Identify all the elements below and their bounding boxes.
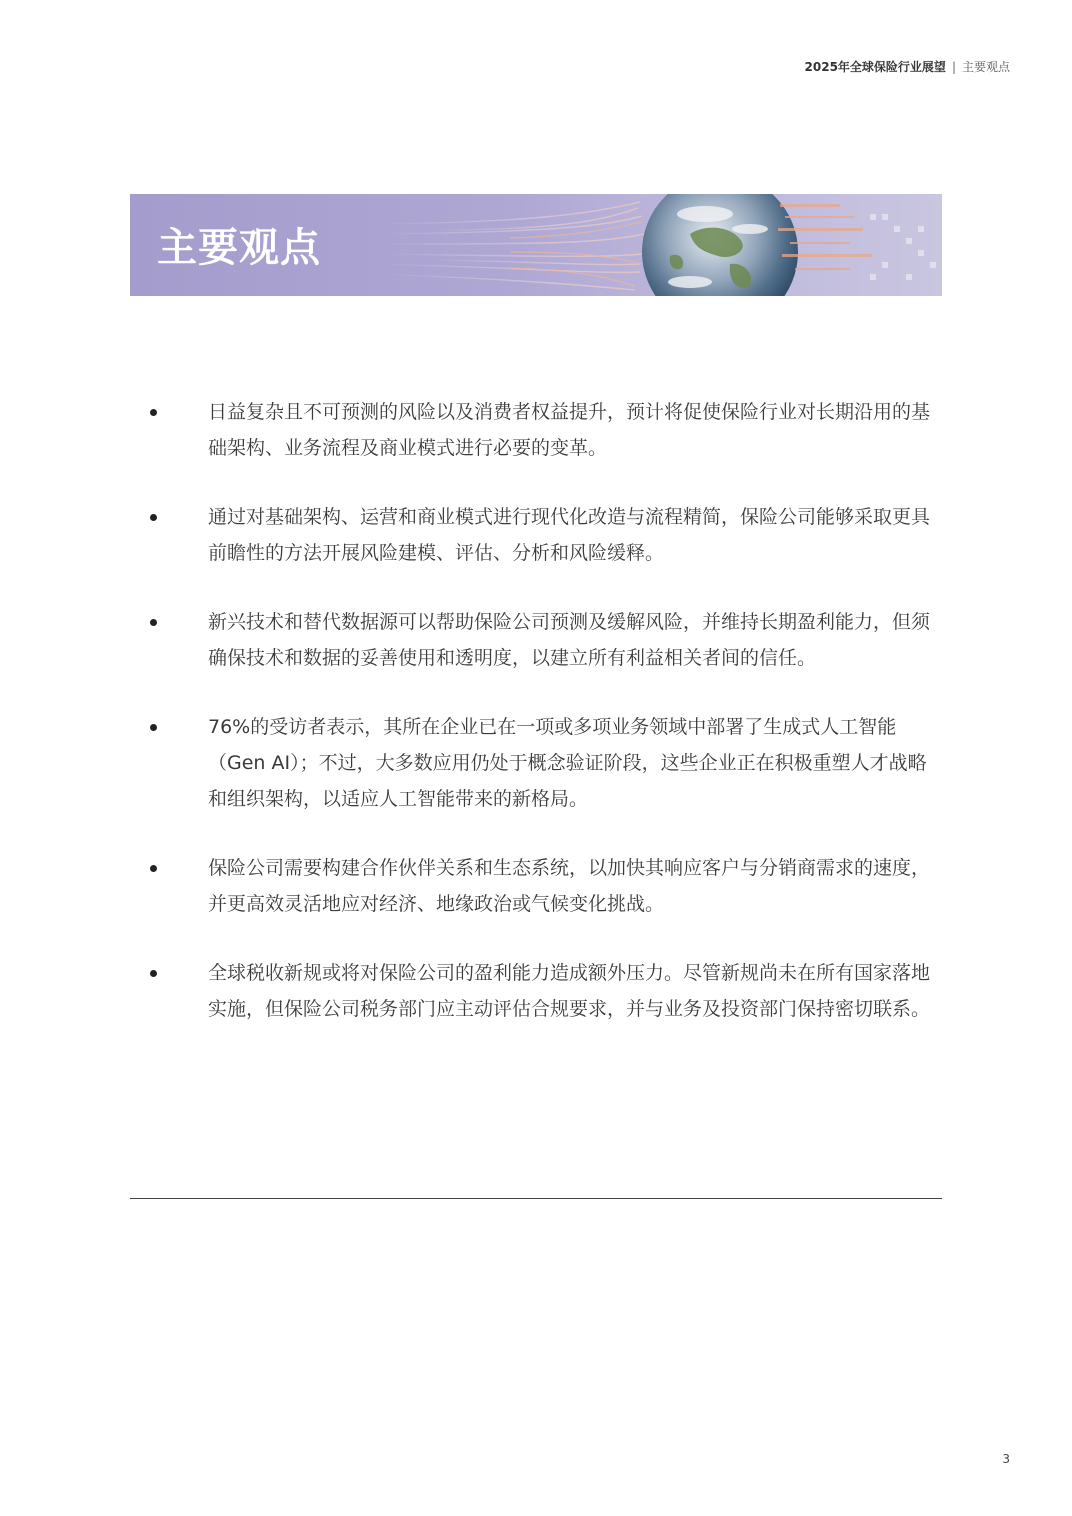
bullet-text: 全球税收新规或将对保险公司的盈利能力造成额外压力。尽管新规尚未在所有国家落地实施，但保险公司税务部门应主动评估合规要求，并与业务及投资部门保持密切联系。 [208,962,931,1020]
bullet-text: 通过对基础架构、运营和商业模式进行现代化改造与流程精简，保险公司能够采取更具前瞻性的方法开展风险建模、评估、分析和风险缓释。 [208,506,931,564]
bullet-icon [150,865,157,872]
bullet-icon [150,409,157,416]
section-name: 主要观点 [961,60,1010,74]
list-item [148,709,938,817]
bullet-icon [150,724,157,731]
list-item [148,850,938,922]
bullet-icon [150,514,157,521]
section-banner [130,194,942,296]
running-header [805,58,1010,75]
bullet-text: 保险公司需要构建合作伙伴关系和生态系统，以加快其响应客户与分销商需求的速度，并更高效灵活地应对经济、地缘政治或气候变化挑战。 [208,857,931,915]
report-title: 2025年全球保险行业展望 [804,60,946,74]
key-points-list [148,394,938,1060]
bullet-text: 76%的受访者表示，其所在企业已在一项或多项业务领域中部署了生成式人工智能（Gen AI）；不过，大多数应用仍处于概念验证阶段，这些企业正在积极重塑人才战略和组织架构，以适应人工智能带来的新格局。 [208,716,927,810]
header-separator: | [951,60,956,74]
bullet-text: 新兴技术和替代数据源可以帮助保险公司预测及缓解风险，并维持长期盈利能力，但须确保技术和数据的妥善使用和透明度，以建立所有利益相关者间的信任。 [208,611,931,669]
section-divider [130,1198,942,1199]
list-item [148,955,938,1027]
banner-title: 主要观点 [157,225,321,271]
bullet-text: 日益复杂且不可预测的风险以及消费者权益提升，预计将促使保险行业对长期沿用的基础架构、业务流程及商业模式进行必要的变革。 [208,401,931,459]
bullet-icon [150,619,157,626]
list-item [148,394,938,466]
page-number: 3 [1002,1452,1010,1466]
list-item [148,499,938,571]
list-item [148,604,938,676]
bullet-icon [150,970,157,977]
